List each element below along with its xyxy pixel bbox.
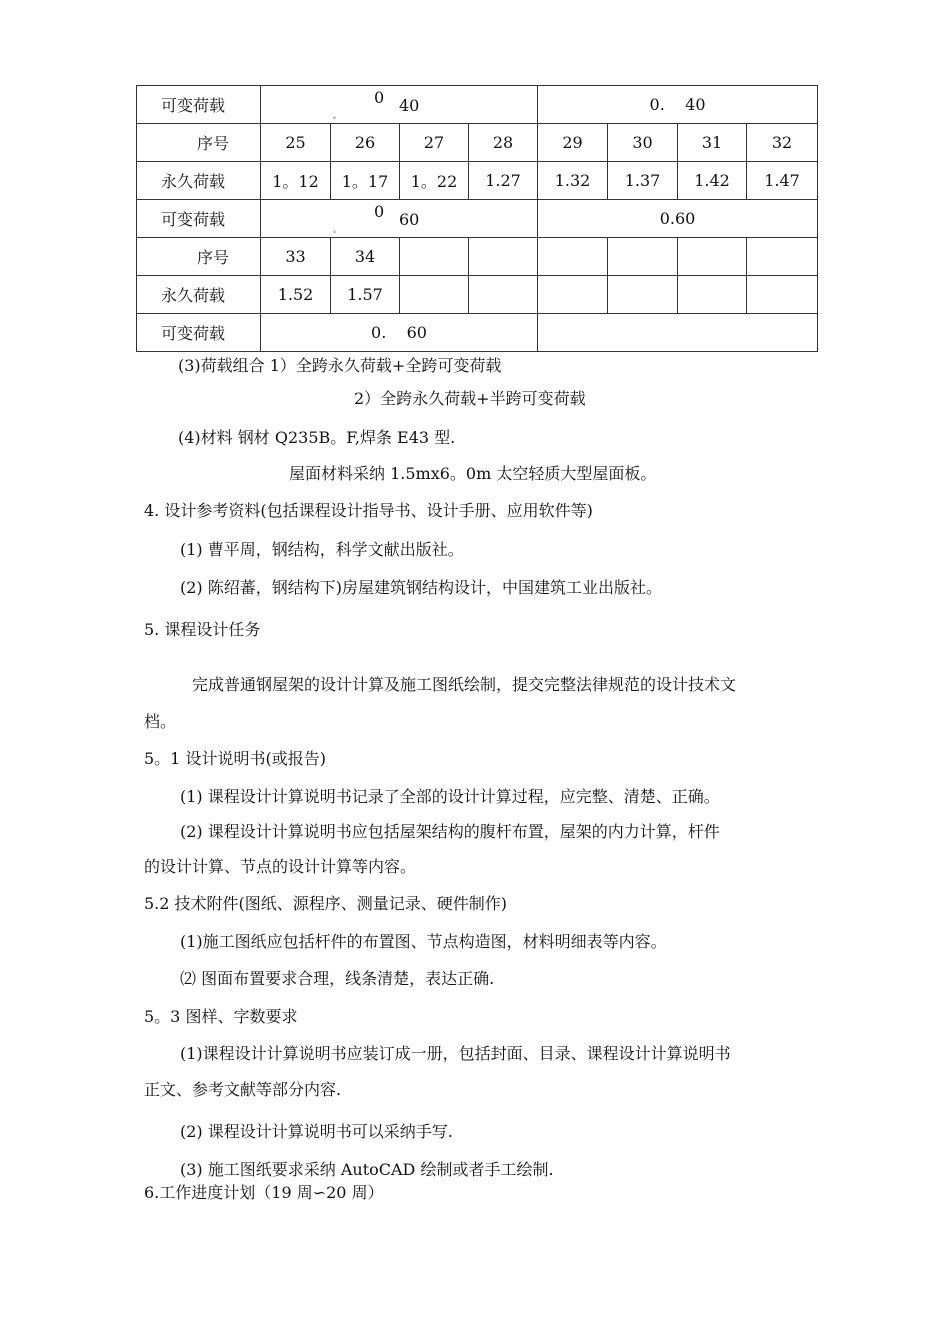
table-cell: 1.52 xyxy=(261,276,331,314)
paragraph-line: (3) 施工图纸要求采纳 AutoCAD 绘制或者手工绘制. xyxy=(180,1160,554,1179)
row-label: 可变荷载 xyxy=(137,200,261,238)
section-heading: 4. 设计参考资料(包括课程设计指导书、设计手册、应用软件等) xyxy=(144,501,593,520)
table-cell: 34 xyxy=(331,238,400,276)
table-cell: 1。12 xyxy=(261,162,331,200)
table-cell: 27 xyxy=(400,124,469,162)
table-row xyxy=(137,86,818,124)
table-row xyxy=(137,124,818,162)
table-row xyxy=(137,314,818,352)
paragraph-line: (2) 陈绍蕃，钢结构下)房屋建筑钢结构设计，中国建筑工业出版社。 xyxy=(180,578,662,597)
table-cell xyxy=(400,276,469,314)
paragraph-line: 正文、参考文献等部分内容. xyxy=(144,1080,342,1099)
table-cell xyxy=(469,238,538,276)
table-cell: 1。22 xyxy=(400,162,469,200)
table-cell: 1.47 xyxy=(747,162,818,200)
merged-cell: 0. 40 xyxy=(538,86,818,124)
paragraph-line: 2）全跨永久荷载+半跨可变荷载 xyxy=(354,389,586,408)
section-heading: 6.工作进度计划（19 周∽20 周） xyxy=(144,1183,384,1202)
table-cell: 1。17 xyxy=(331,162,400,200)
merged-cell: 0.60 xyxy=(538,200,818,238)
table-cell: 31 xyxy=(678,124,747,162)
table-cell xyxy=(538,238,608,276)
paragraph-line: 屋面材料采纳 1.5mx6。0m 太空轻质大型屋面板。 xyxy=(289,464,657,483)
table-cell: 1.32 xyxy=(538,162,608,200)
merged-cell: 0. 60 xyxy=(261,314,538,352)
merged-cell xyxy=(538,314,818,352)
table-cell xyxy=(538,276,608,314)
table-cell: 1.27 xyxy=(469,162,538,200)
load-table xyxy=(136,85,818,352)
table-cell xyxy=(608,238,678,276)
table-cell xyxy=(608,276,678,314)
section-heading: 5。1 设计说明书(或报告) xyxy=(144,749,326,768)
paragraph-line: (1) 曹平周，钢结构，科学文献出版社。 xyxy=(180,540,464,559)
row-label: 可变荷载 xyxy=(137,314,261,352)
table-cell xyxy=(747,276,818,314)
table-row xyxy=(137,162,818,200)
table-cell xyxy=(678,276,747,314)
table-cell xyxy=(678,238,747,276)
paragraph-line: (1)课程设计计算说明书应装订成一册，包括封面、目录、课程设计计算说明书 xyxy=(180,1044,731,1063)
table-row xyxy=(137,238,818,276)
paragraph-line: 的设计计算、节点的设计计算等内容。 xyxy=(144,857,417,876)
paragraph-line: 完成普通钢屋架的设计计算及施工图纸绘制，提交完整法律规范的设计技术文 xyxy=(192,675,737,694)
section-heading: 5。3 图样、字数要求 xyxy=(144,1007,298,1026)
table-cell: 30 xyxy=(608,124,678,162)
table-cell: 26 xyxy=(331,124,400,162)
table-cell: 1.37 xyxy=(608,162,678,200)
row-label: 永久荷载 xyxy=(137,276,261,314)
paragraph-line: (4)材料 钢材 Q235B。F,焊条 E43 型. xyxy=(178,428,456,447)
table-cell xyxy=(747,238,818,276)
paragraph-line: ⑵ 图面布置要求合理，线条清楚，表达正确. xyxy=(180,969,495,988)
table-cell: 28 xyxy=(469,124,538,162)
merged-cell: 0 。 60 xyxy=(261,200,538,238)
section-heading: 5.2 技术附件(图纸、源程序、测量记录、硬件制作) xyxy=(144,894,508,913)
paragraph-line: (2) 课程设计计算说明书应包括屋架结构的腹杆布置，屋架的内力计算，杆件 xyxy=(180,822,720,841)
table-cell xyxy=(469,276,538,314)
row-label: 序号 xyxy=(137,124,261,162)
row-label: 序号 xyxy=(137,238,261,276)
table-cell: 1.42 xyxy=(678,162,747,200)
table-cell: 29 xyxy=(538,124,608,162)
row-label: 永久荷载 xyxy=(137,162,261,200)
section-heading: 5. 课程设计任务 xyxy=(144,620,261,639)
table-row xyxy=(137,276,818,314)
paragraph-line: (1)施工图纸应包括杆件的布置图、节点构造图，材料明细表等内容。 xyxy=(180,932,667,951)
table-row xyxy=(137,200,818,238)
table-cell xyxy=(400,238,469,276)
table-cell: 32 xyxy=(747,124,818,162)
table-cell: 33 xyxy=(261,238,331,276)
paragraph-line: (1) 课程设计计算说明书记录了全部的设计计算过程，应完整、清楚、正确。 xyxy=(180,787,720,806)
merged-cell: 0 。 40 xyxy=(261,86,538,124)
paragraph-line: 档。 xyxy=(144,712,177,731)
paragraph-line: (2) 课程设计计算说明书可以采纳手写. xyxy=(180,1122,453,1141)
row-label: 可变荷载 xyxy=(137,86,261,124)
table-cell: 1.57 xyxy=(331,276,400,314)
paragraph-line: (3)荷载组合 1）全跨永久荷载+全跨可变荷载 xyxy=(178,356,502,375)
table-cell: 25 xyxy=(261,124,331,162)
